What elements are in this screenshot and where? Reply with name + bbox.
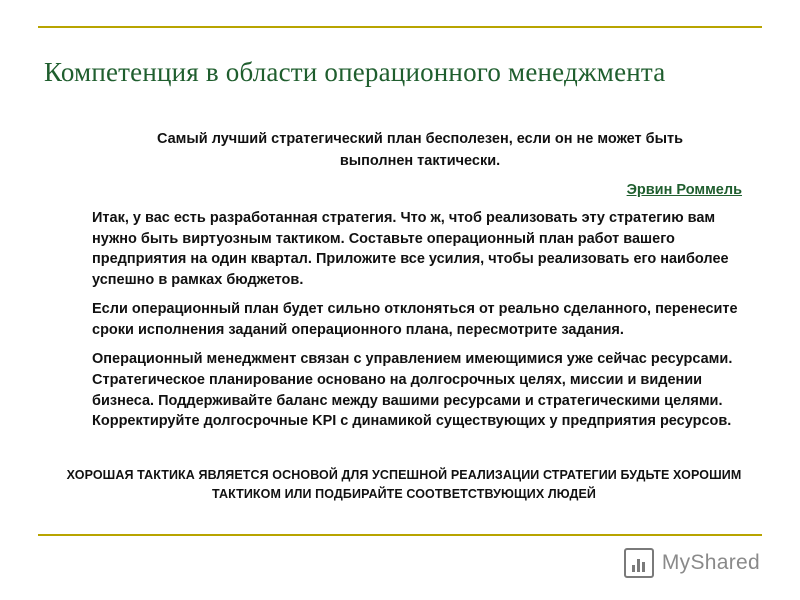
brand-watermark (624, 548, 760, 578)
paragraph-3: Операционный менеджмент связан с управлением имеющимися уже сейчас ресурсами. Стратегическое планирование основано на долгосрочных целях, миссии и видении бизнеса. Поддерживайте баланс между вашими ресурсами и стратегическими целями. Корректируйте долгосрочные KPI с динамикой существующих у предприятия ресурсов. (92, 351, 733, 430)
brand-name: MyShared (661, 551, 760, 574)
epigraph-author: Эрвин Роммель (626, 182, 742, 198)
epigraph-text: Самый лучший стратегический план бесполезен, если он не может быть выполнен тактически. (156, 131, 684, 170)
paragraph-1: Итак, у вас есть разработанная стратегия. Что ж, чтоб реализовать эту стратегию вам нужно быть виртуозным тактиком. Составьте операционный план работ вашего предприятия на один квартал. Приложите все усилия, чтобы реализовать его наиболее успешно в рамках бюджетов. (92, 210, 729, 288)
top-divider (38, 26, 762, 28)
footer-note: ХОРОШАЯ ТАКТИКА ЯВЛЯЕТСЯ ОСНОВОЙ ДЛЯ УСПЕШНОЙ РЕАЛИЗАЦИИ СТРАТЕГИИ БУДЬТЕ ХОРОШИМ ТАКТИКОМ ИЛИ ПОДБИРАЙТЕ СООТВЕТСТВУЮЩИХ ЛЮДЕЙ (66, 468, 742, 501)
page-title: Компетенция в области операционного менеджмента (44, 57, 666, 88)
paragraph-2: Если операционный план будет сильно отклоняться от реально сделанного, перенесите сроки исполнения заданий операционного плана, пересмотрите задания. (92, 301, 738, 338)
body-text (92, 208, 748, 441)
bar-chart-icon (624, 548, 654, 578)
bottom-divider (38, 534, 762, 536)
